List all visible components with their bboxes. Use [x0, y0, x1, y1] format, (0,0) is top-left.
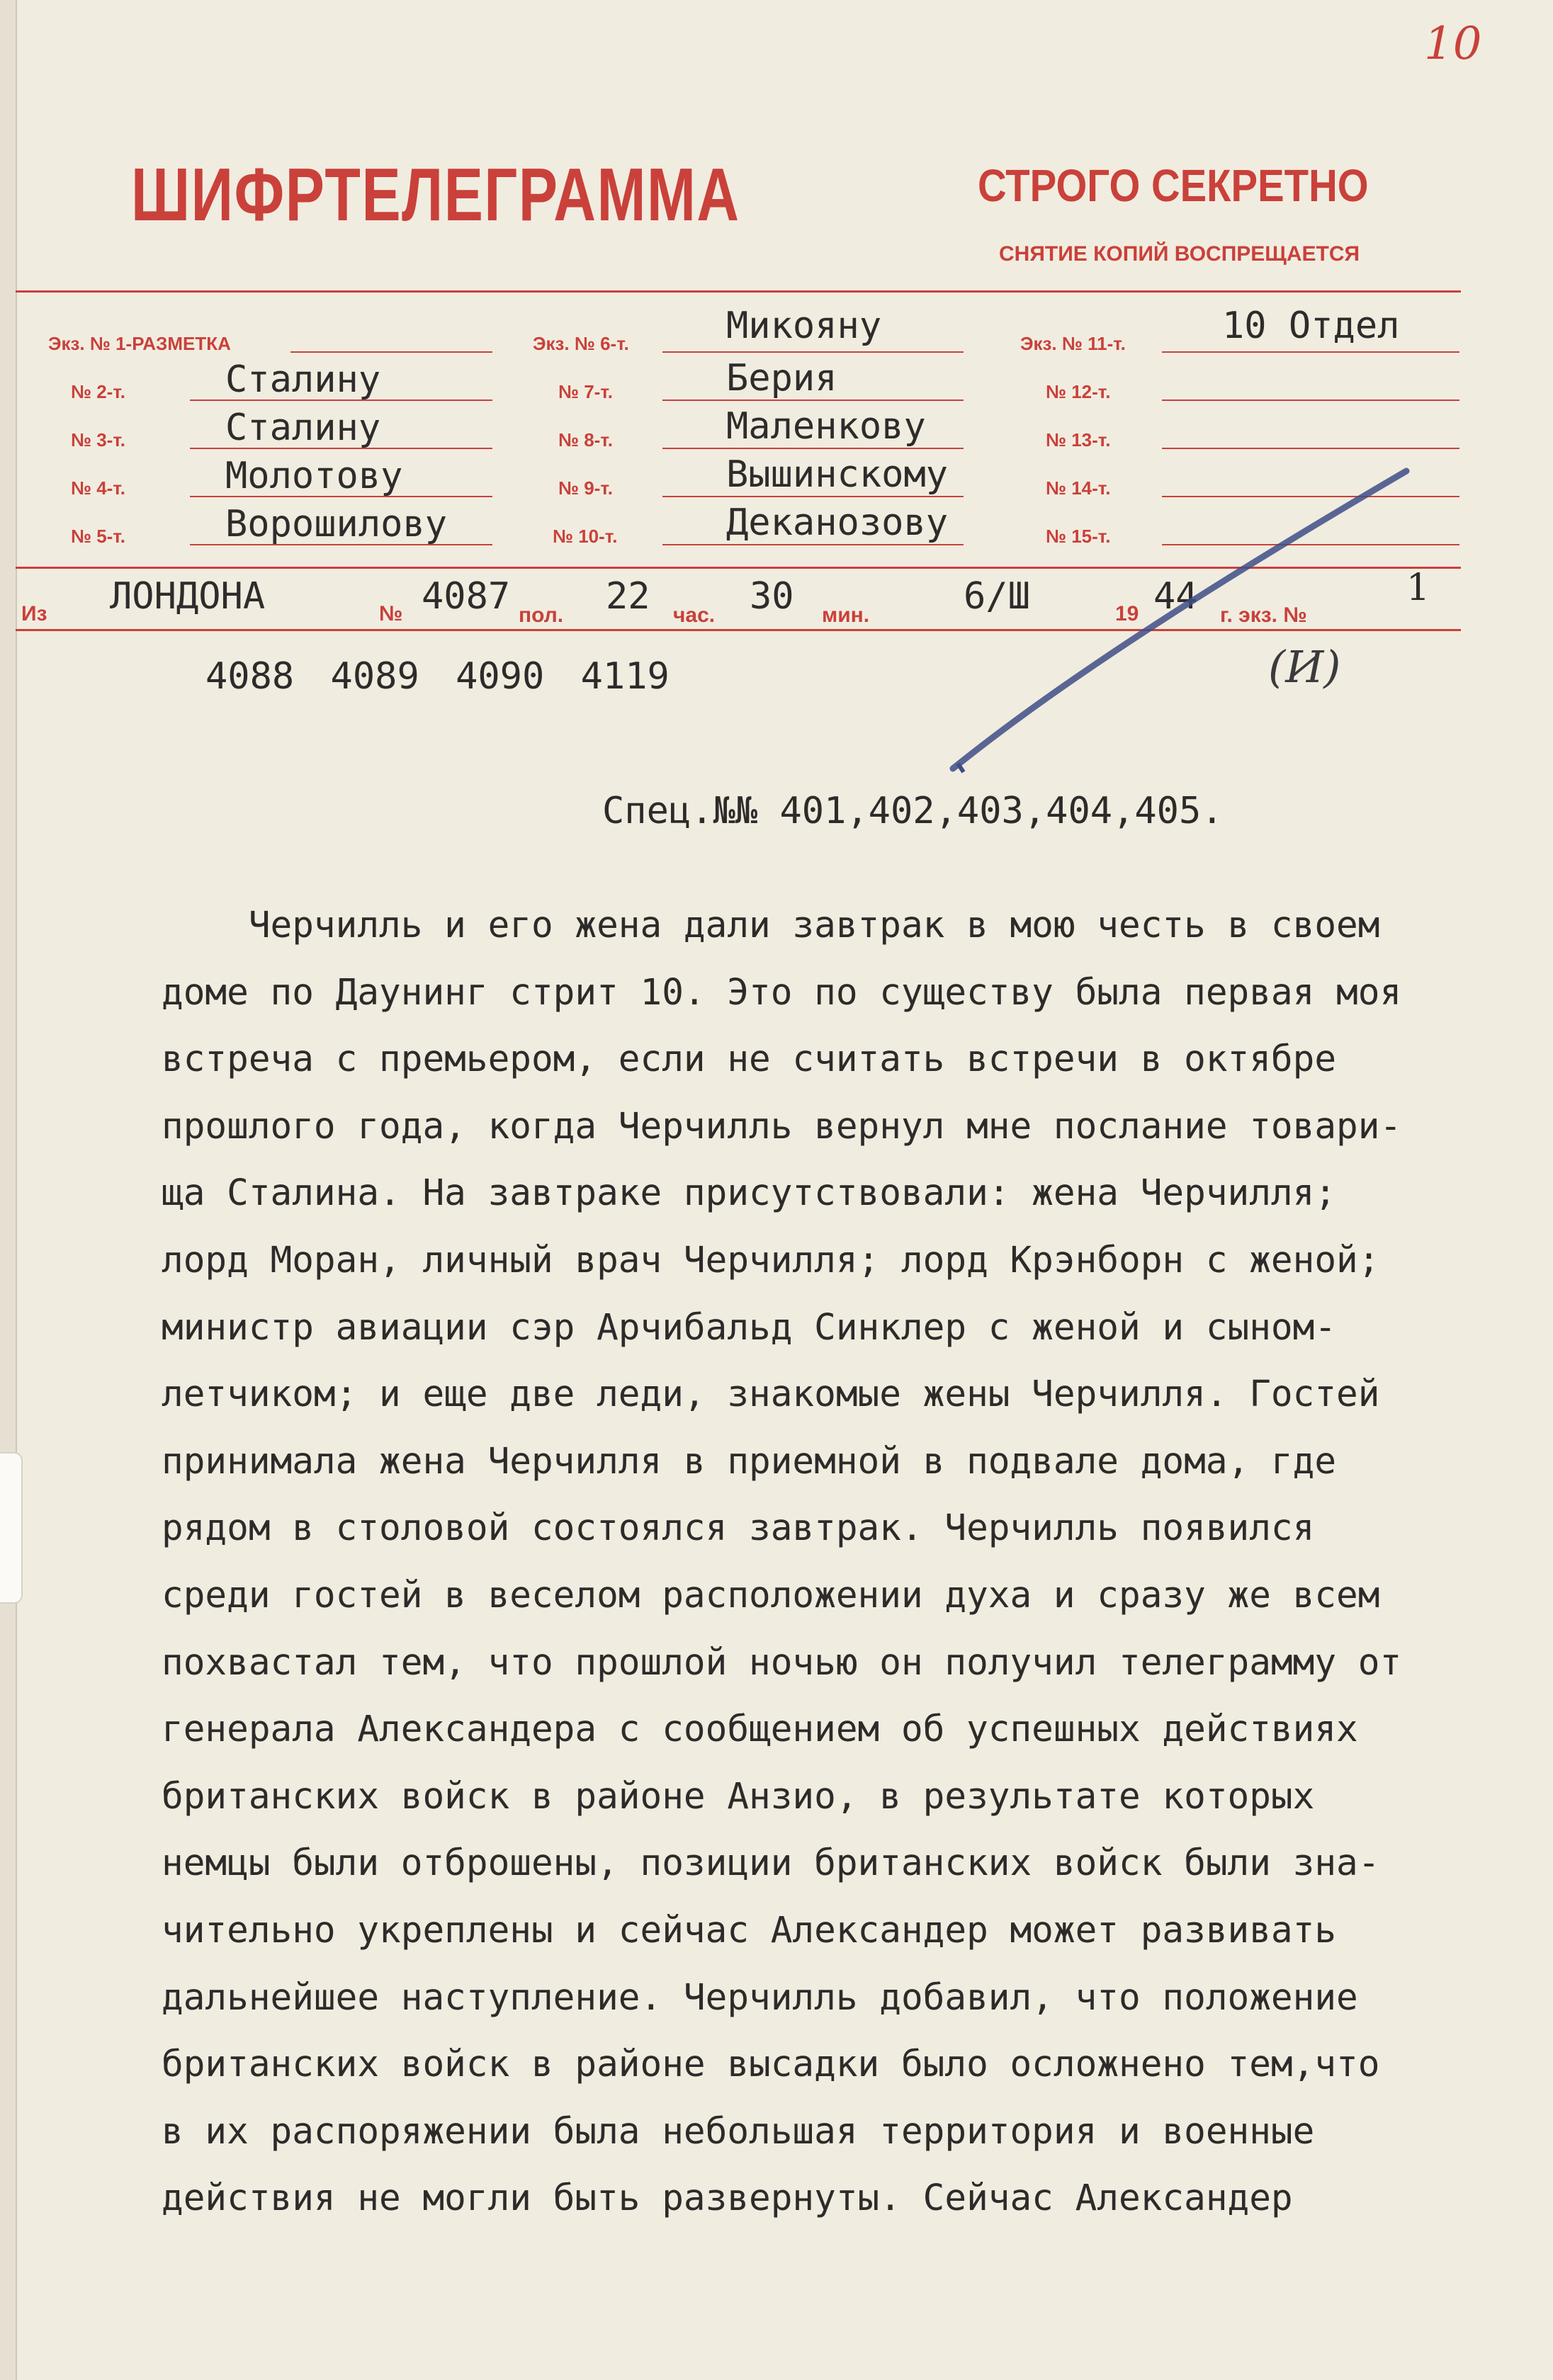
recipient-7: Берия	[726, 357, 837, 400]
special-numbers-line: Спец.№№ 401,402,403,404,405.	[602, 790, 1224, 832]
related-telegram-numbers: 4088 4089 4090 4119	[205, 655, 670, 698]
dist-label-14: № 14-т.	[1046, 477, 1111, 499]
body-line: действия не могли быть развернуты. Сейчас Александер	[162, 2177, 1293, 2220]
hour-value: 22	[606, 575, 650, 618]
body-line: встреча с премьером, если не считать встречи в октябре	[162, 1038, 1337, 1081]
year-value: 44	[1153, 575, 1198, 618]
body-line: ща Сталина. На завтраке присутствовали: жена Черчилля;	[162, 1172, 1337, 1215]
dist-label-6: Экз. № 6-т.	[533, 333, 629, 354]
document-title: ШИФРТЕЛЕГРАММА	[131, 153, 740, 237]
classification-stamp: СТРОГО СЕКРЕТНО	[978, 160, 1369, 211]
recipient-9: Вышинскому	[726, 453, 949, 496]
body-line: принимала жена Черчилля в приемной в подвале дома, где	[162, 1440, 1337, 1483]
hour-label: час.	[673, 604, 716, 627]
dist-label-1: Экз. № 1-РАЗМЕТКА	[48, 333, 231, 354]
body-line: летчиком; и еще две леди, знакомые жены Черчилля. Гостей	[162, 1373, 1380, 1416]
body-line: британских войск в районе Анзио, в результате которых	[162, 1775, 1315, 1818]
recipient-2: Сталину	[225, 358, 381, 401]
recipient-6: Микояну	[726, 305, 882, 347]
recipient-3: Сталину	[225, 407, 381, 449]
recipient-11: 10 Отдел	[1222, 305, 1400, 347]
origin-from-label: Из	[21, 602, 47, 625]
dist-label-3: № 3-т.	[71, 429, 125, 450]
body-line: похвастал тем, что прошлой ночью он получил телеграмму от	[162, 1641, 1402, 1684]
body-line: британских войск в районе высадки было осложнено тем,что	[162, 2044, 1380, 2086]
recipient-10: Деканозову	[726, 502, 949, 544]
copy-number: 1	[1406, 567, 1430, 609]
body-line: немцы были отброшены, позиции британских войск были зна-	[162, 1842, 1380, 1885]
origin-number-label: №	[379, 602, 403, 625]
date-value: 6/Ш	[964, 575, 1030, 618]
dist-label-5: № 5-т.	[71, 526, 125, 547]
handwritten-mark: (И)	[1268, 641, 1341, 693]
body-line: министр авиации сэр Арчибальд Синклер с женой и сыном-	[162, 1306, 1337, 1349]
copy-label: г. экз. №	[1220, 604, 1307, 627]
body-line: в их распоряжении была небольшая территория и военные	[162, 2110, 1315, 2153]
body-line: прошлого года, когда Черчилль вернул мне послание товари-	[162, 1105, 1402, 1148]
dist-label-9: № 9-т.	[558, 477, 613, 499]
folio-number: 10	[1424, 18, 1482, 70]
origin-city: ЛОНДОНА	[110, 575, 266, 618]
dist-label-4: № 4-т.	[71, 477, 125, 499]
body-line: дальнейшее наступление. Черчилль добавил, что положение	[162, 1976, 1358, 2019]
telegram-number: 4087	[422, 575, 511, 618]
received-label: пол.	[519, 604, 564, 627]
recipient-8: Маленкову	[726, 405, 926, 448]
body-line: генерала Александера с сообщением об успешных действиях	[162, 1708, 1358, 1751]
dist-label-13: № 13-т.	[1046, 429, 1111, 450]
dist-label-11: Экз. № 11-т.	[1020, 333, 1126, 354]
dist-label-8: № 8-т.	[558, 429, 613, 450]
year-prefix: 19	[1115, 602, 1139, 625]
dist-label-12: № 12-т.	[1046, 381, 1111, 402]
dist-label-7: № 7-т.	[558, 381, 613, 402]
body-line: рядом в столовой состоялся завтрак. Черчилль появился	[162, 1507, 1315, 1550]
recipient-5: Ворошилову	[225, 503, 448, 545]
dist-label-2: № 2-т.	[71, 381, 125, 402]
minute-value: 30	[750, 575, 794, 618]
copy-prohibition-notice: СНЯТИЕ КОПИЙ ВОСПРЕЩАЕТСЯ	[999, 242, 1360, 266]
recipient-4: Молотову	[225, 455, 403, 497]
minute-label: мин.	[822, 604, 870, 627]
dist-label-15: № 15-т.	[1046, 526, 1111, 547]
body-line: доме по Даунинг стрит 10. Это по существу была первая моя	[162, 971, 1402, 1014]
dist-label-10: № 10-т.	[553, 526, 618, 547]
body-line: чительно укреплены и сейчас Александер может развивать	[162, 1909, 1337, 1951]
body-line: Черчилль и его жена дали завтрак в мою честь в своем	[162, 905, 1380, 946]
body-line: лорд Моран, личный врач Черчилля; лорд Крэнборн с женой;	[162, 1239, 1380, 1281]
body-line: среди гостей в веселом расположении духа и сразу же всем	[162, 1574, 1380, 1616]
